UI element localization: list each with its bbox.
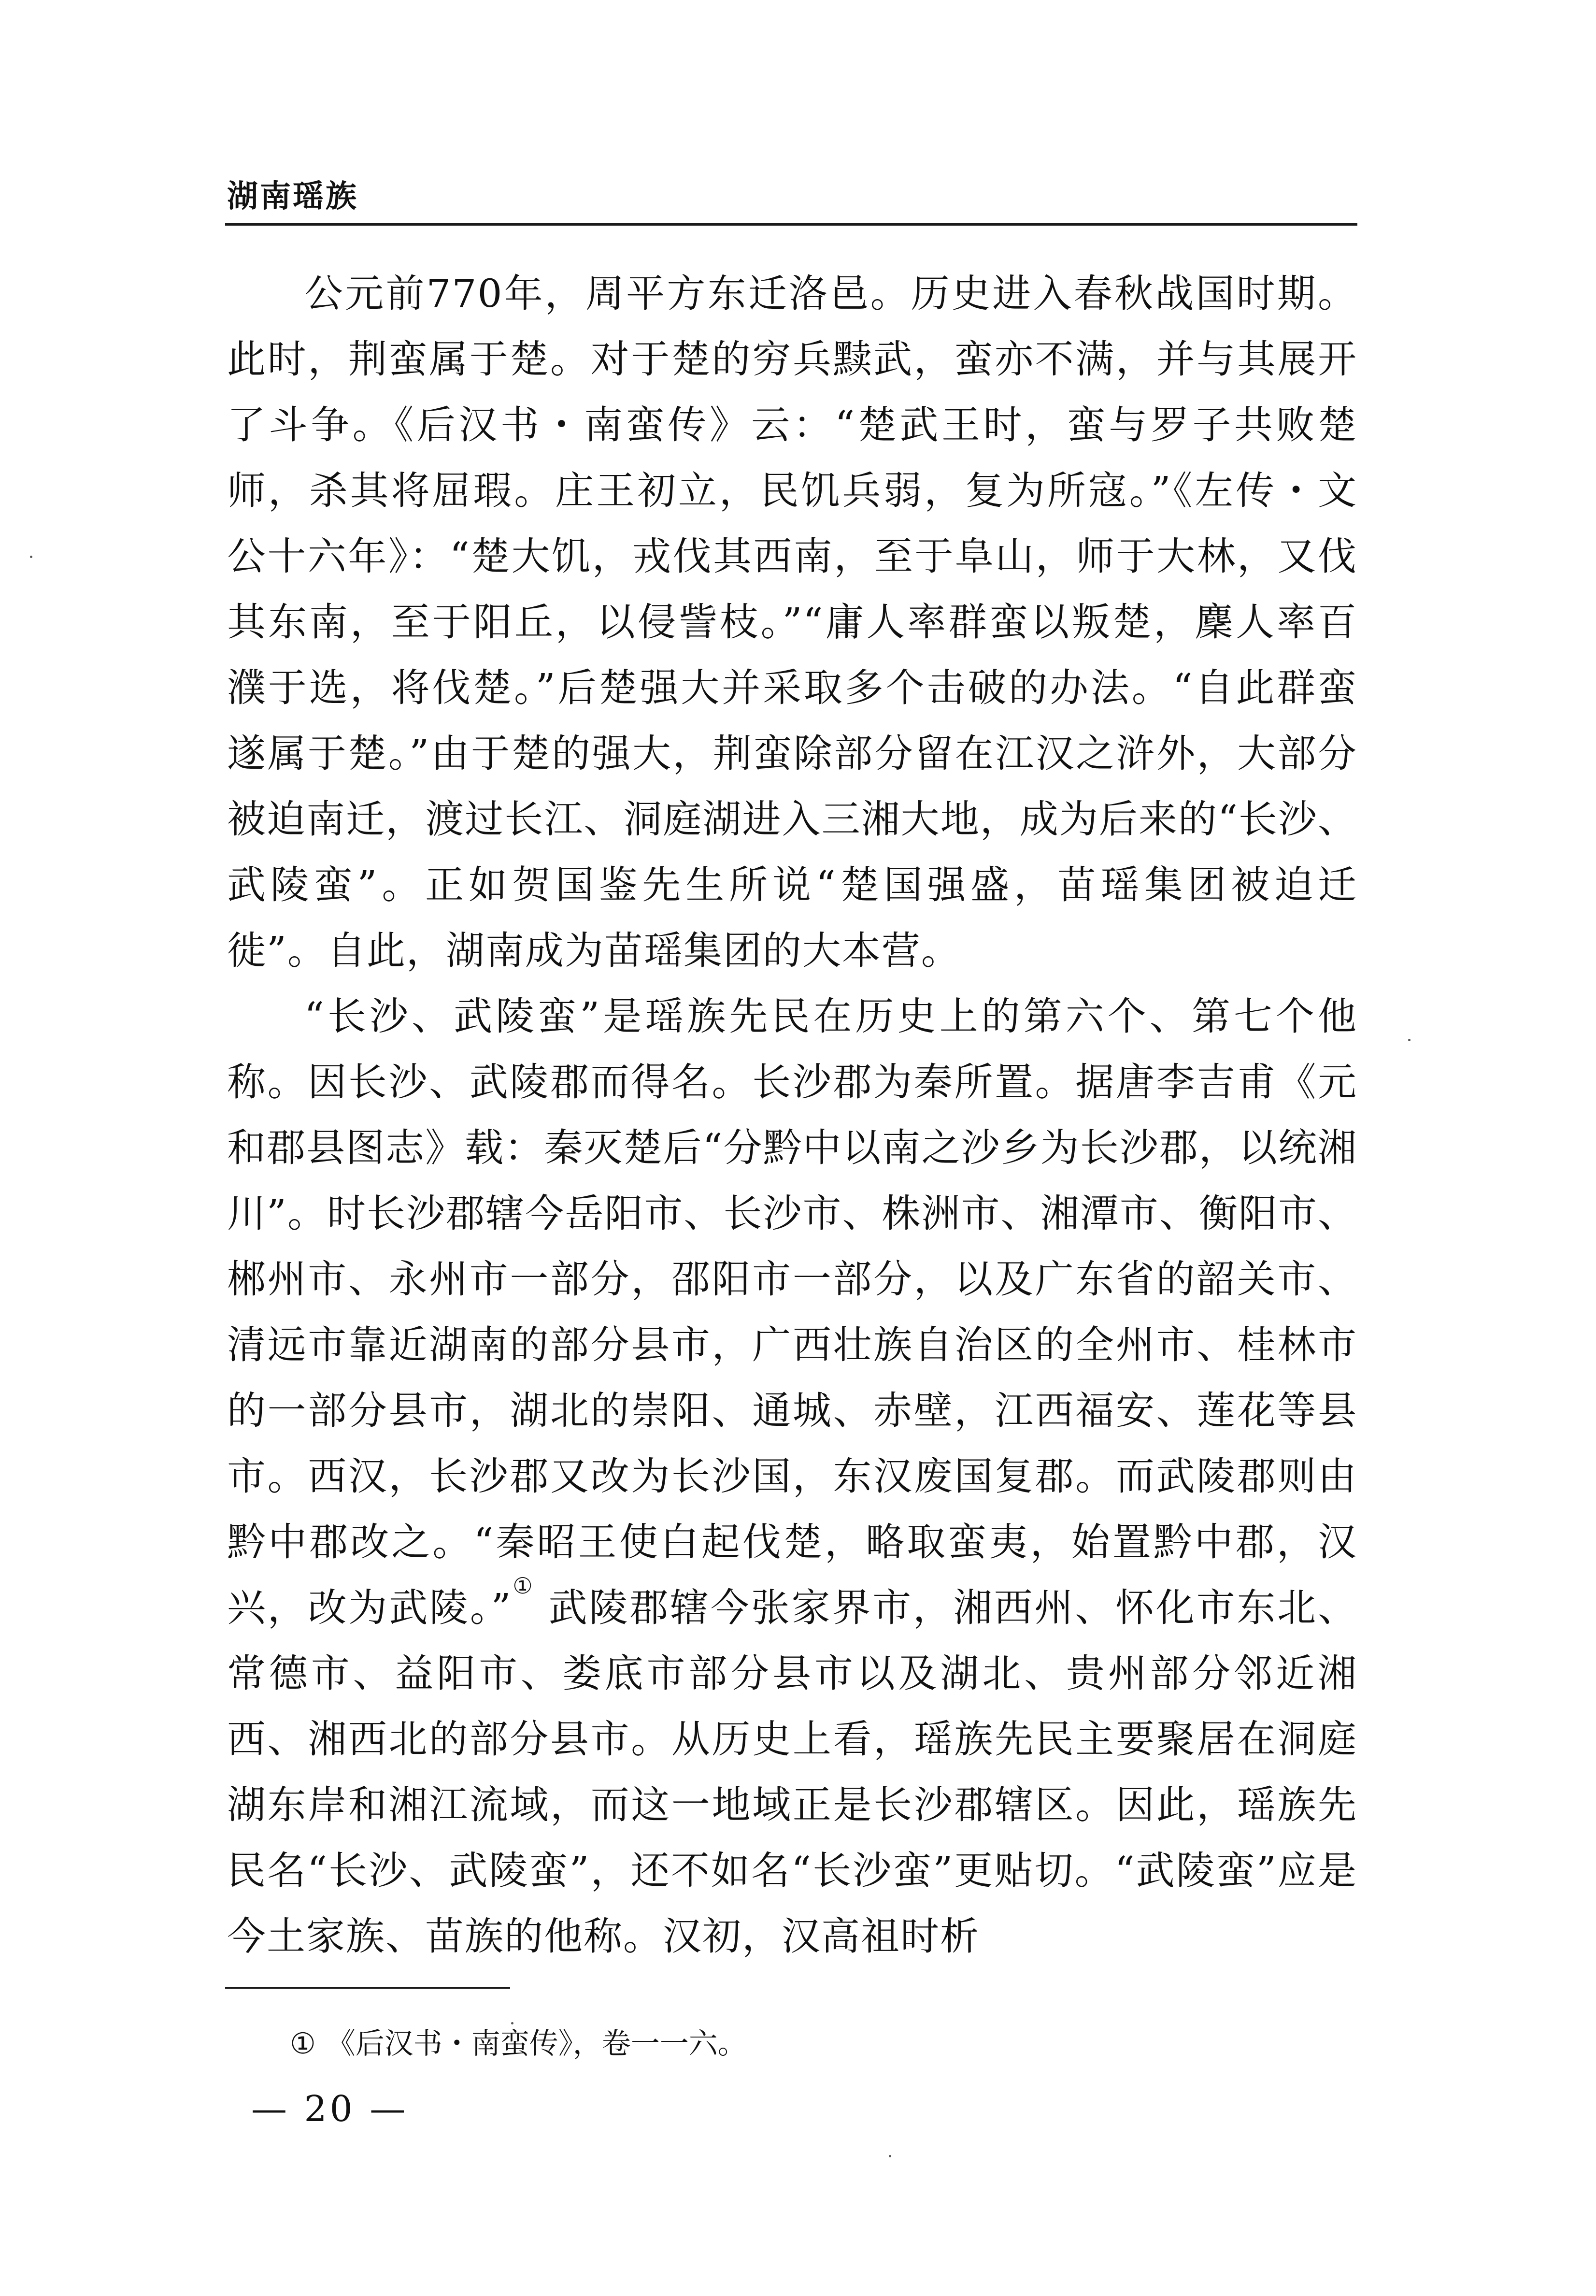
page-number: — 20 —: [251, 2088, 409, 2130]
footnote: [290, 2024, 747, 2063]
footnote-mark: ①: [290, 2027, 316, 2061]
running-header-title: 湖南瑶族: [227, 179, 358, 215]
scan-speck: [889, 2155, 891, 2157]
paragraph-1: [227, 261, 1357, 984]
footnote-reference: ①: [512, 1573, 535, 1599]
paragraph-2-text-a: “长沙、武陵蛮”是瑶族先民在历史上的第六个、第七个他称。因长沙、武陵郡而得名。长沙郡为秦所置。据唐李吉甫《元和郡县图志》载：秦灭楚后“分黔中以南之沙乡为长沙郡，以统湘川”。时长沙郡辖今岳阳市、长沙市、株洲市、湘潭市、衡阳市、郴州市、永州市一部分，邵阳市一部分，以及广东省的韶关市、清远市靠近湖南的部分县市，广西壮族自治区的全州市、桂林市的一部分县市，湖北的崇阳、通城、赤壁，江西福安、莲花等县市。西汉，长沙郡又改为长沙国，东汉废国复郡。而武陵郡则由黔中郡改之。“秦昭王使白起伐楚，略取蛮夷，始置黔中郡，汉兴，改为武陵。”: [227, 994, 1357, 1630]
scan-speck: [30, 556, 32, 558]
footnote-text: 《后汉书・南蛮传》，卷一一六。: [326, 2027, 747, 2061]
paragraph-2-text-b: 武陵郡辖今张家界市，湘西州、怀化市东北、常德市、益阳市、娄底市部分县市以及湖北、贵州部分邻近湘西、湘西北的部分县市。从历史上看，瑶族先民主要聚居在洞庭湖东岸和湘江流域，而这一地域正是长沙郡辖区。因此，瑶族先民名“长沙、武陵蛮”，还不如名“长沙蛮”更贴切。“武陵蛮”应是今土家族、苗族的他称。汉初，汉高祖时析: [227, 1585, 1357, 1959]
paragraph-2: [227, 984, 1357, 1969]
scan-speck: [511, 2022, 513, 2024]
body-text: [227, 261, 1357, 1969]
scan-speck: [1408, 1039, 1411, 1041]
paragraph-1-text: 公元前770年，周平方东迁洛邑。历史进入春秋战国时期。此时，荆蛮属于楚。对于楚的穷兵黩武，蛮亦不满，并与其展开了斗争。《后汉书・南蛮传》云：“楚武王时，蛮与罗子共败楚师，杀其将屈瑕。庄王初立，民饥兵弱，复为所寇。”《左传・文公十六年》：“楚大饥，戎伐其西南，至于阜山，师于大林，又伐其东南，至于阳丘，以侵訾枝。”“庸人率群蛮以叛楚，麇人率百濮于选，将伐楚。”后楚强大并采取多个击破的办法。“自此群蛮遂属于楚。”由于楚的强大，荆蛮除部分留在江汉之浒外，大部分被迫南迁，渡过长江、洞庭湖进入三湘大地，成为后来的“长沙、武陵蛮”。正如贺国鉴先生所说“楚国强盛，苗瑶集团被迫迁徙”。自此，湖南成为苗瑶集团的大本营。: [227, 271, 1357, 973]
header-divider: [225, 223, 1357, 226]
footnote-divider: [225, 1987, 510, 1989]
